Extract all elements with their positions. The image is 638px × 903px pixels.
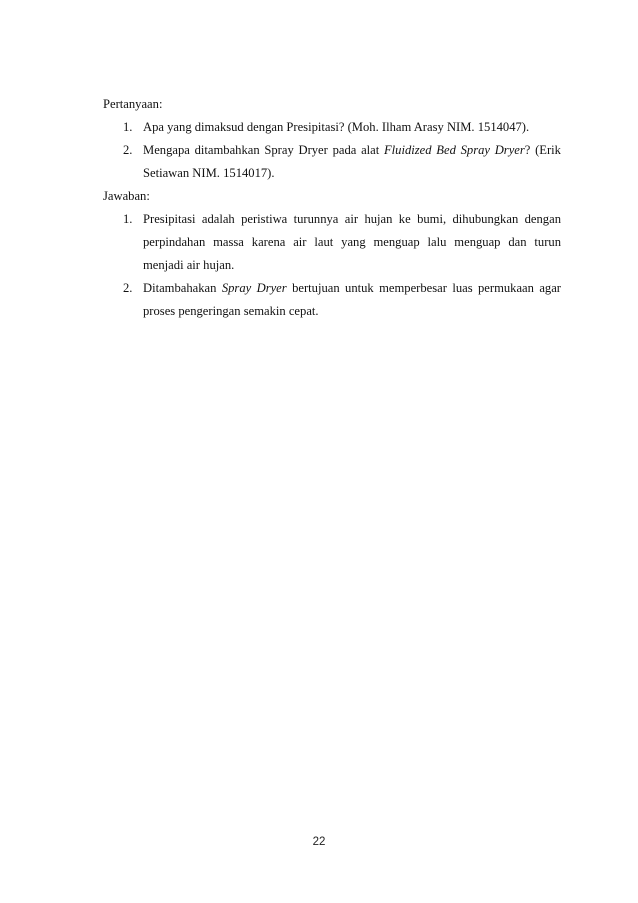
answer-number: 2. — [123, 281, 133, 295]
answers-list — [103, 208, 561, 323]
question-item — [103, 116, 561, 139]
answer-line: perpindahan massa karena air laut yang menguap lalu menguap dan turun — [143, 235, 561, 249]
answer-item — [103, 277, 561, 323]
question-text: ? (Erik — [524, 143, 561, 157]
answer-item — [103, 208, 561, 277]
question-number: 1. — [123, 120, 133, 134]
questions-heading: Pertanyaan: — [103, 97, 163, 111]
question-number: 2. — [123, 143, 133, 157]
answer-italic-term: Spray Dryer — [221, 281, 287, 295]
answer-text: bertujuan untuk memperbesar luas permukaan agar — [286, 281, 562, 295]
question-italic-term: Fluidized Bed Spray Dryer — [383, 143, 525, 157]
question-line — [143, 139, 561, 162]
question-item — [103, 139, 561, 185]
answer-line: menjadi air hujan. — [143, 258, 235, 272]
questions-list — [103, 116, 561, 185]
answers-heading: Jawaban: — [103, 189, 150, 203]
answer-line: proses pengeringan semakin cepat. — [143, 304, 319, 318]
question-text: Apa yang dimaksud dengan Presipitasi? (Moh. Ilham Arasy NIM. 1514047). — [143, 120, 530, 134]
page-content — [103, 93, 561, 323]
answer-line: Presipitasi adalah peristiwa turunnya air hujan ke bumi, dihubungkan dengan — [143, 212, 561, 226]
answer-number: 1. — [123, 212, 133, 226]
answer-text: Ditambahakan — [143, 281, 222, 295]
answer-line — [143, 277, 561, 300]
question-text: Mengapa ditambahkan Spray Dryer pada alat — [143, 143, 384, 157]
page-number: 22 — [312, 836, 326, 848]
question-line: Setiawan NIM. 1514017). — [143, 166, 275, 180]
